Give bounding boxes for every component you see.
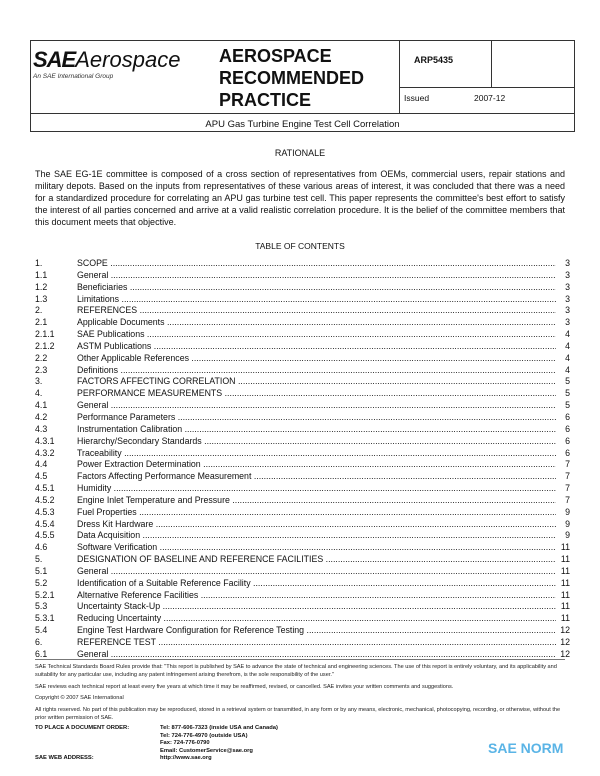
toc-title: Uncertainty Stack-Up ..... xyxy=(77,601,556,613)
toc-heading: TABLE OF CONTENTS xyxy=(255,241,345,251)
toc-entry[interactable] xyxy=(35,305,570,317)
table-of-contents xyxy=(35,258,570,661)
toc-entry[interactable] xyxy=(35,400,570,412)
toc-number: 4.4 xyxy=(35,459,48,470)
toc-entry[interactable] xyxy=(35,317,570,329)
toc-page: 6 xyxy=(565,447,570,458)
toc-entry[interactable] xyxy=(35,578,570,590)
toc-entry[interactable] xyxy=(35,376,570,388)
toc-number: 3. xyxy=(35,376,43,387)
logo-subtitle: An SAE International Group xyxy=(33,73,114,80)
toc-title: SCOPE ..... xyxy=(77,258,556,270)
footer-rights: All rights reserved. No part of this publication may be reproduced, stored in a retrieval system or transmitted, in any form or by any means, electronic, mechanical, photocopying, recording, or otherwise, without the prior written permission of SAE. xyxy=(35,707,561,721)
toc-entry[interactable] xyxy=(35,412,570,424)
toc-page: 9 xyxy=(565,506,570,517)
toc-entry[interactable] xyxy=(35,424,570,436)
toc-title: Definitions ..... xyxy=(77,365,556,377)
toc-title: General ..... xyxy=(77,566,556,578)
toc-number: 4.5.2 xyxy=(35,494,55,505)
toc-title: FACTORS AFFECTING CORRELATION ..... xyxy=(77,376,556,388)
toc-page: 11 xyxy=(560,542,570,553)
footer-copyright: Copyright © 2007 SAE International xyxy=(35,695,124,701)
web-link[interactable]: http://www.sae.org xyxy=(160,755,212,761)
toc-title: Humidity ..... xyxy=(77,483,556,495)
toc-number: 4.5 xyxy=(35,471,48,482)
toc-number: 4.5.5 xyxy=(35,530,55,541)
toc-entry[interactable] xyxy=(35,270,570,282)
toc-title: Traceability ..... xyxy=(77,448,556,460)
toc-title: DESIGNATION OF BASELINE AND REFERENCE FACILITIES ..... xyxy=(77,554,556,566)
toc-number: 5.3 xyxy=(35,601,48,612)
toc-number: 4.5.3 xyxy=(35,506,55,517)
toc-page: 7 xyxy=(565,483,570,494)
toc-number: 4.5.4 xyxy=(35,518,55,529)
toc-page: 9 xyxy=(565,518,570,529)
rationale-heading: RATIONALE xyxy=(274,148,326,158)
toc-page: 11 xyxy=(560,601,570,612)
toc-number: 4. xyxy=(35,388,43,399)
toc-number: 1.1 xyxy=(35,269,48,280)
toc-page: 4 xyxy=(565,352,570,363)
toc-title: General ..... xyxy=(77,649,556,661)
toc-title: Factors Affecting Performance Measurement ..... xyxy=(77,471,556,483)
toc-title: Instrumentation Calibration ..... xyxy=(77,424,556,436)
toc-number: 2.1.1 xyxy=(35,329,55,340)
toc-page: 11 xyxy=(560,589,570,600)
toc-title: Hierarchy/Secondary Standards ..... xyxy=(77,436,556,448)
toc-title: Other Applicable References ..... xyxy=(77,353,556,365)
toc-page: 11 xyxy=(560,554,570,565)
toc-page: 11 xyxy=(560,565,570,576)
toc-page: 3 xyxy=(565,269,570,280)
toc-entry[interactable] xyxy=(35,566,570,578)
document-number: ARP5435 xyxy=(414,55,454,65)
toc-title: REFERENCE TEST ..... xyxy=(77,637,556,649)
rationale-text: The SAE EG-1E committee is composed of a cross section of representatives from OEMs, commercial users, repair stations and military depots. Based on the inputs from representatives of these various areas of interest, it was concluded that there was a need for a standardized procedure for correlating an APU gas turbine test cell. This paper represents the committee's best effort to satisfy the interest of all parties concerned and arrive at a valid realistic correlation procedure. It is the belief of the committee members that this document meets that objective. xyxy=(35,169,565,227)
toc-title: ASTM Publications ..... xyxy=(77,341,556,353)
toc-title: General ..... xyxy=(77,400,556,412)
toc-entry[interactable] xyxy=(35,365,570,377)
toc-number: 5.2 xyxy=(35,577,48,588)
toc-title: Applicable Documents ..... xyxy=(77,317,556,329)
toc-title: Power Extraction Determination ..... xyxy=(77,459,556,471)
toc-number: 4.1 xyxy=(35,400,48,411)
toc-title: PERFORMANCE MEASUREMENTS ..... xyxy=(77,388,556,400)
order-contacts: Tel: 877-606-7323 (inside USA and Canada) Tel: 724-776-4970 (outside USA) Fax: 724-776-0790 Email: CustomerService@sae.org http://www.sae.org xyxy=(160,725,278,761)
sae-logo: SAEAerospace xyxy=(33,47,181,72)
toc-number: 5.2.1 xyxy=(35,589,55,600)
toc-entry[interactable] xyxy=(35,329,570,341)
footer-divider xyxy=(35,659,565,660)
toc-entry[interactable] xyxy=(35,436,570,448)
toc-entry[interactable] xyxy=(35,341,570,353)
toc-number: 5. xyxy=(35,554,43,565)
toc-page: 3 xyxy=(565,258,570,268)
toc-entry[interactable] xyxy=(35,459,570,471)
toc-page: 11 xyxy=(560,577,570,588)
toc-number: 4.5.1 xyxy=(35,483,55,494)
toc-page: 7 xyxy=(565,471,570,482)
issued-label: Issued xyxy=(404,93,430,103)
toc-page: 4 xyxy=(565,364,570,375)
toc-title: Beneficiaries ..... xyxy=(77,282,556,294)
toc-page: 3 xyxy=(565,293,570,304)
toc-number: 2.1 xyxy=(35,317,48,328)
toc-page: 5 xyxy=(565,400,570,411)
toc-number: 1. xyxy=(35,258,43,268)
toc-entry[interactable] xyxy=(35,530,570,542)
toc-page: 4 xyxy=(565,329,570,340)
toc-entry[interactable] xyxy=(35,258,570,270)
toc-page: 9 xyxy=(565,530,570,541)
toc-page: 7 xyxy=(565,494,570,505)
toc-number: 4.3 xyxy=(35,423,48,434)
toc-entry[interactable] xyxy=(35,282,570,294)
toc-title: SAE Publications ..... xyxy=(77,329,556,341)
toc-title: Dress Kit Hardware ..... xyxy=(77,519,556,531)
toc-entry[interactable] xyxy=(35,613,570,625)
document-title: APU Gas Turbine Engine Test Cell Correlation xyxy=(205,119,400,130)
toc-title: REFERENCES ..... xyxy=(77,305,556,317)
toc-title: Limitations ..... xyxy=(77,294,556,306)
toc-page: 6 xyxy=(565,435,570,446)
toc-title: Alternative Reference Facilities ..... xyxy=(77,590,556,602)
toc-number: 4.3.2 xyxy=(35,447,55,458)
toc-page: 4 xyxy=(565,340,570,351)
toc-page: 5 xyxy=(565,388,570,399)
issued-date: 2007-12 xyxy=(474,93,506,103)
toc-entry[interactable] xyxy=(35,554,570,566)
toc-page: 12 xyxy=(560,648,570,659)
toc-entry[interactable] xyxy=(35,495,570,507)
toc-number: 5.1 xyxy=(35,565,48,576)
toc-page: 3 xyxy=(565,281,570,292)
toc-entry[interactable] xyxy=(35,542,570,554)
toc-page: 5 xyxy=(565,376,570,387)
toc-number: 4.6 xyxy=(35,542,48,553)
toc-entry[interactable] xyxy=(35,590,570,602)
toc-entry[interactable] xyxy=(35,625,570,637)
toc-entry[interactable] xyxy=(35,388,570,400)
toc-entry[interactable] xyxy=(35,637,570,649)
header-box xyxy=(30,40,575,132)
toc-entry[interactable] xyxy=(35,294,570,306)
toc-title: Data Acquisition ..... xyxy=(77,530,556,542)
toc-title: Performance Parameters ..... xyxy=(77,412,556,424)
toc-entry[interactable] xyxy=(35,507,570,519)
toc-entry[interactable] xyxy=(35,471,570,483)
toc-entry[interactable] xyxy=(35,601,570,613)
toc-page: 7 xyxy=(565,459,570,470)
toc-title: Engine Inlet Temperature and Pressure ..... xyxy=(77,495,556,507)
toc-title: Reducing Uncertainty ..... xyxy=(77,613,556,625)
toc-number: 6. xyxy=(35,637,43,647)
toc-page: 11 xyxy=(560,613,570,624)
toc-number: 6.1 xyxy=(35,648,48,659)
footer-disclaimer: SAE Technical Standards Board Rules provide that: "This report is published by SAE to advance the state of technical and engineering sciences. The use of this report is entirely voluntary, and its applicability and suitability for any particular use, including any patent infringement arising therefrom, is the sole responsibility of the user." xyxy=(35,664,557,678)
toc-page: 3 xyxy=(565,305,570,316)
toc-entry[interactable] xyxy=(35,353,570,365)
toc-number: 2. xyxy=(35,305,43,316)
toc-page: 6 xyxy=(565,423,570,434)
toc-number: 1.2 xyxy=(35,281,48,292)
toc-entry[interactable] xyxy=(35,483,570,495)
toc-page: 12 xyxy=(560,637,570,647)
toc-number: 2.1.2 xyxy=(35,340,55,351)
toc-number: 4.3.1 xyxy=(35,435,55,446)
web-label: SAE WEB ADDRESS: xyxy=(35,755,94,761)
toc-number: 5.4 xyxy=(35,625,48,636)
toc-title: General ..... xyxy=(77,270,556,282)
toc-title: Software Verification ..... xyxy=(77,542,556,554)
toc-page: 12 xyxy=(560,625,570,636)
toc-number: 1.3 xyxy=(35,293,48,304)
toc-title: Identification of a Suitable Reference Facility ..... xyxy=(77,578,556,590)
sae-norm-watermark: SAE NORM xyxy=(488,740,564,756)
toc-page: 6 xyxy=(565,411,570,422)
toc-number: 4.2 xyxy=(35,411,48,422)
toc-entry[interactable] xyxy=(35,519,570,531)
toc-entry[interactable] xyxy=(35,448,570,460)
order-label: TO PLACE A DOCUMENT ORDER: xyxy=(35,725,130,731)
toc-page: 3 xyxy=(565,317,570,328)
toc-title: Fuel Properties ..... xyxy=(77,507,556,519)
footer-review: SAE reviews each technical report at least every five years at which time it may be reaffirmed, revised, or cancelled. SAE invites your written comments and suggestions. xyxy=(35,684,454,690)
toc-title: Engine Test Hardware Configuration for Reference Testing ..... xyxy=(77,625,556,637)
toc-number: 2.2 xyxy=(35,352,48,363)
toc-number: 2.3 xyxy=(35,364,48,375)
document-type: AEROSPACE RECOMMENDED PRACTICE xyxy=(219,46,365,110)
toc-number: 5.3.1 xyxy=(35,613,55,624)
